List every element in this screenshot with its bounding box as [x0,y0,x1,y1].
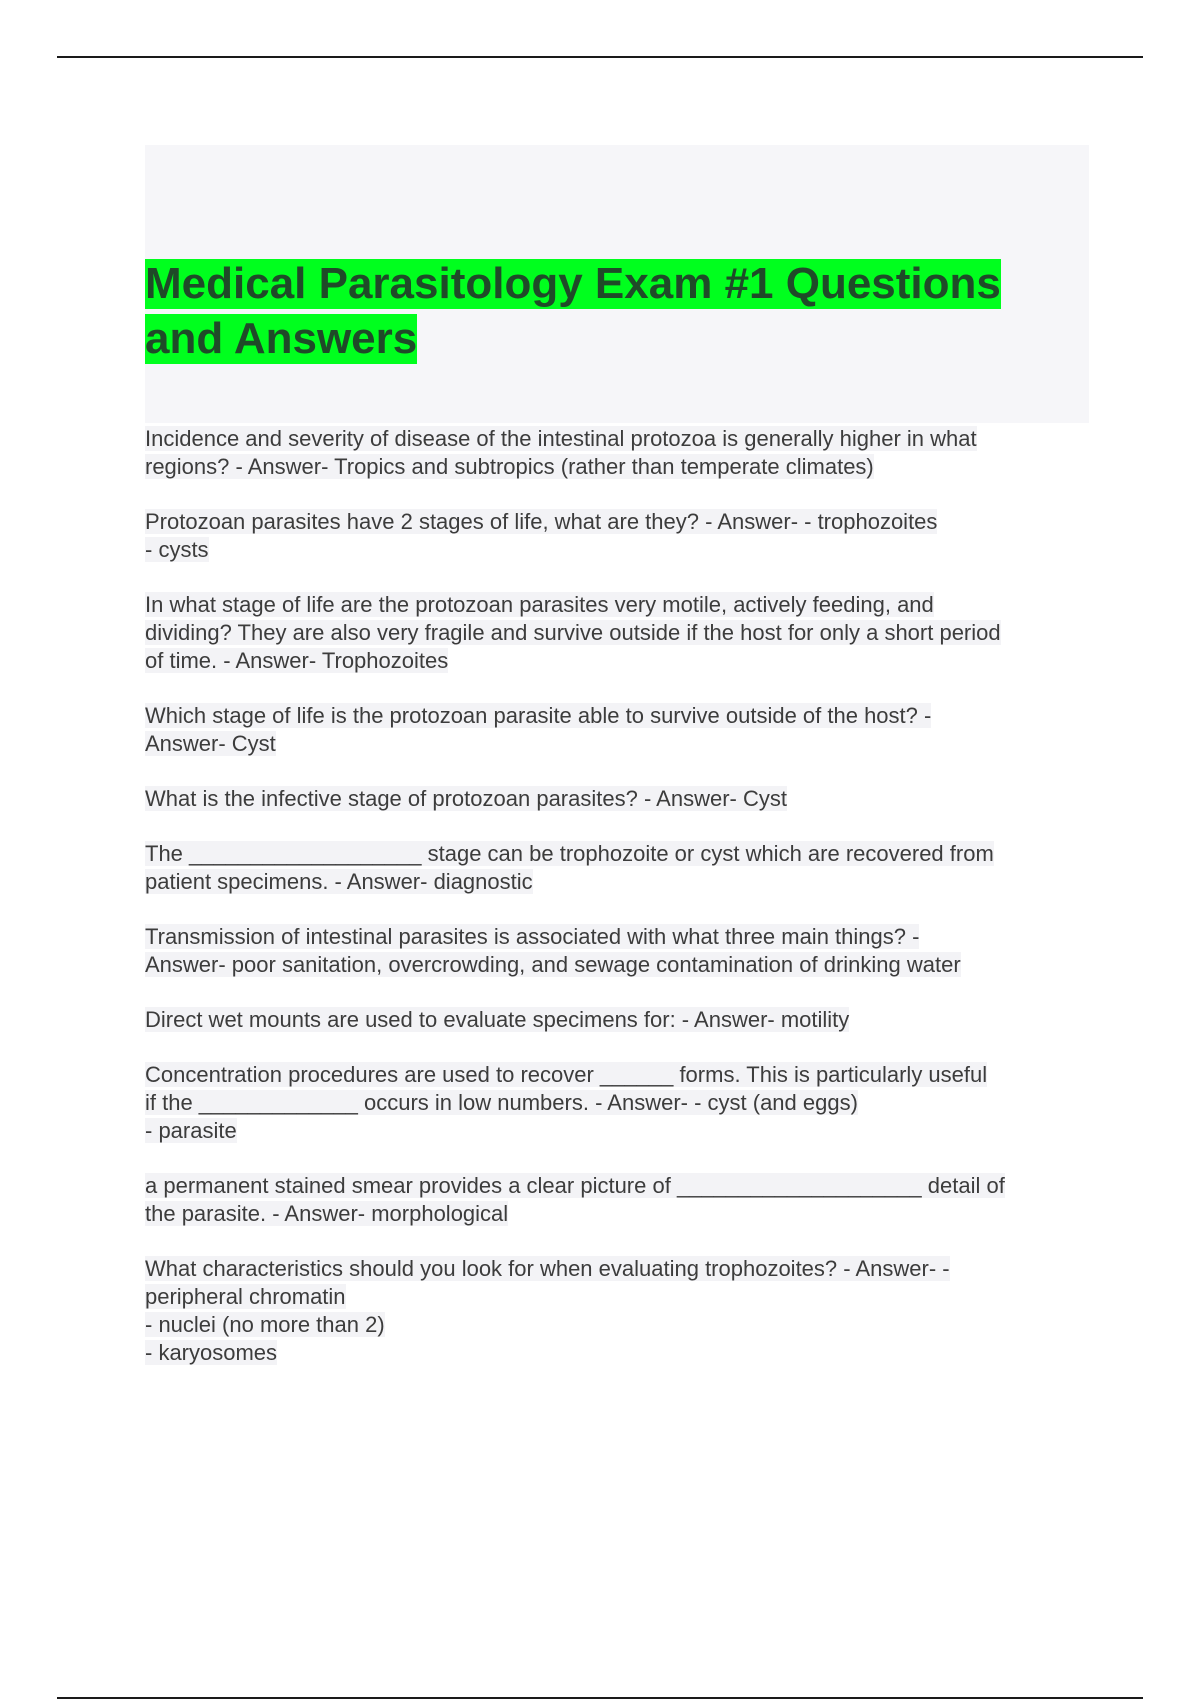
qa-line: - cysts [145,537,209,562]
qa-line: Incidence and severity of disease of the intestinal protozoa is generally higher in what [145,426,977,451]
qa-line: What characteristics should you look for when evaluating trophozoites? - Answer- - [145,1256,950,1281]
qa-item [145,591,1095,675]
qa-line: What is the infective stage of protozoan parasites? - Answer- Cyst [145,786,787,811]
qa-line: a permanent stained smear provides a clear picture of ____________________ detail of [145,1173,1005,1198]
qa-line: - parasite [145,1118,237,1143]
qa-list [145,425,1095,1394]
page-title-line-1: Medical Parasitology Exam #1 Questions [145,259,1001,308]
qa-item [145,1172,1095,1228]
bottom-rule [57,1697,1143,1699]
qa-line: Concentration procedures are used to recover ______ forms. This is particularly useful [145,1062,988,1087]
qa-line: regions? - Answer- Tropics and subtropics (rather than temperate climates) [145,454,874,479]
qa-line: the parasite. - Answer- morphological [145,1201,509,1226]
page-title-line-2: and Answers [145,314,418,363]
page-title [145,256,1089,366]
qa-line: Which stage of life is the protozoan parasite able to survive outside of the host? - [145,703,932,728]
qa-line: patient specimens. - Answer- diagnostic [145,869,533,894]
qa-line: - nuclei (no more than 2) [145,1312,385,1337]
qa-item [145,1061,1095,1145]
qa-item [145,785,1095,813]
qa-line: Answer- poor sanitation, overcrowding, and sewage contamination of drinking water [145,952,961,977]
qa-line: dividing? They are also very fragile and survive outside if the host for only a short period [145,620,1001,645]
qa-item [145,1006,1095,1034]
qa-line: of time. - Answer- Trophozoites [145,648,449,673]
qa-line: - karyosomes [145,1340,278,1365]
qa-item [145,840,1095,896]
qa-line: Transmission of intestinal parasites is associated with what three main things? - [145,924,920,949]
qa-line: The ___________________ stage can be trophozoite or cyst which are recovered from [145,841,994,866]
qa-line: In what stage of life are the protozoan parasites very motile, actively feeding, and [145,592,934,617]
top-rule [57,56,1143,58]
qa-item [145,425,1095,481]
qa-line: peripheral chromatin [145,1284,346,1309]
qa-item [145,1255,1095,1367]
qa-line: Protozoan parasites have 2 stages of life, what are they? - Answer- - trophozoites [145,509,938,534]
qa-line: Answer- Cyst [145,731,276,756]
qa-item [145,702,1095,758]
qa-line: if the _____________ occurs in low numbers. - Answer- - cyst (and eggs) [145,1090,858,1115]
qa-item [145,923,1095,979]
qa-item [145,508,1095,564]
qa-line: Direct wet mounts are used to evaluate specimens for: - Answer- motility [145,1007,850,1032]
